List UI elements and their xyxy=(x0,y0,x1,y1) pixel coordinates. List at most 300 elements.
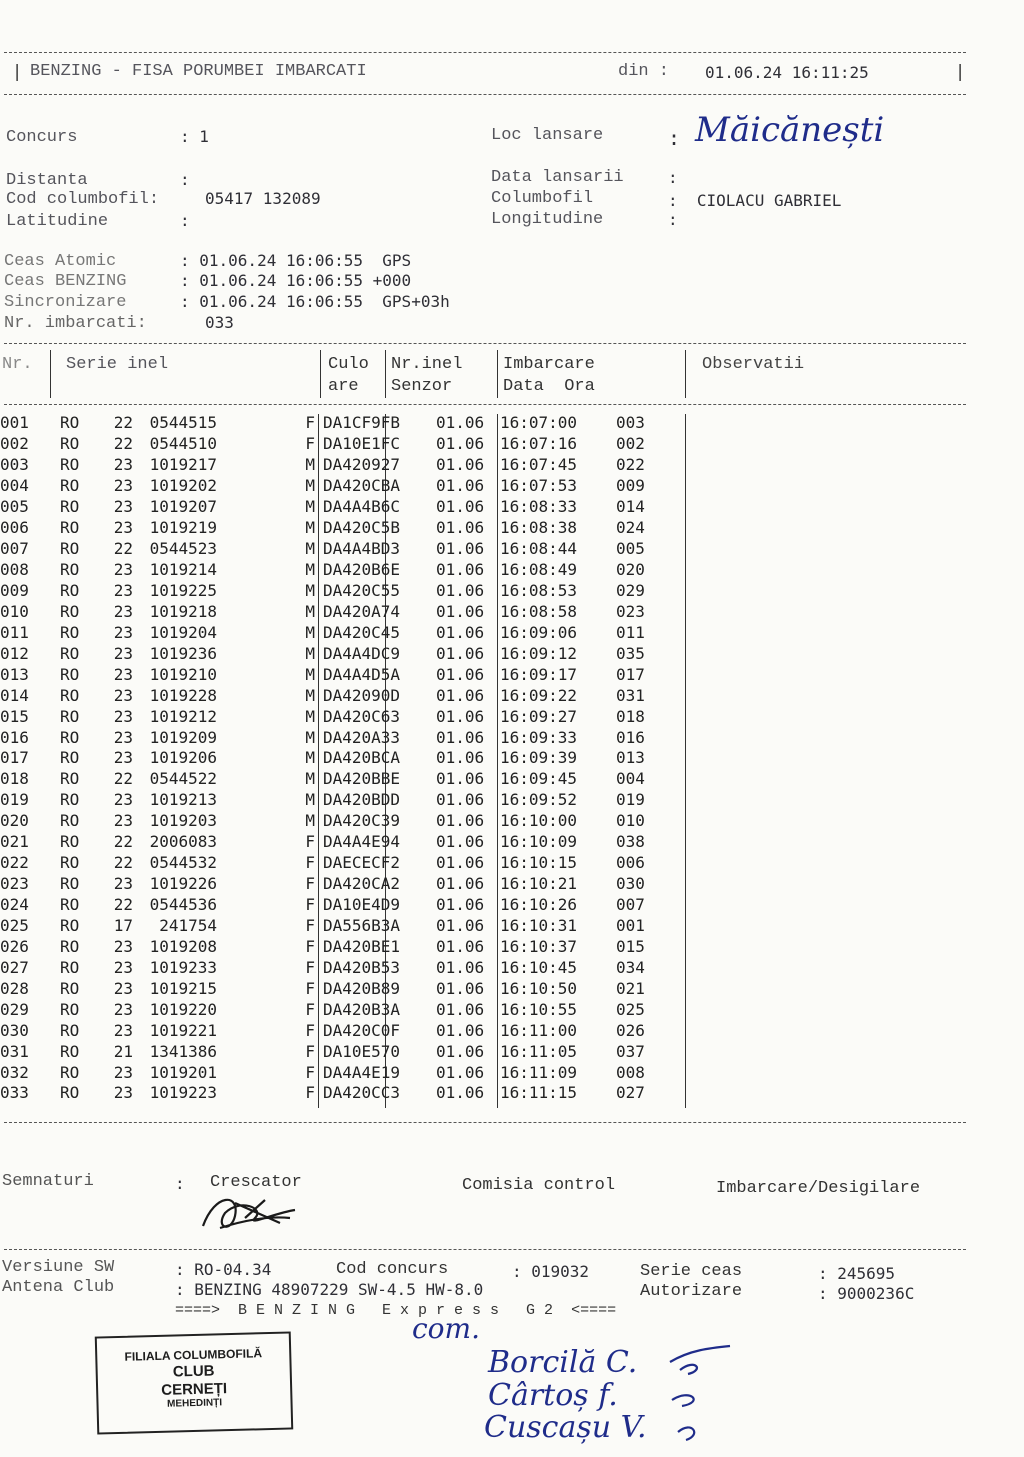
row-sensor: DA420CC3 xyxy=(323,1083,401,1103)
autorizare-value: : 9000236C xyxy=(818,1284,915,1303)
row-ring-number: 1019215 xyxy=(149,978,217,998)
row-observatii: 013 xyxy=(616,748,645,768)
row-year: 23 xyxy=(113,1020,133,1040)
row-date: 01.06 xyxy=(436,1083,485,1103)
row-sensor: DA1CF9FB xyxy=(323,413,401,433)
row-nr: 021 xyxy=(0,832,29,852)
table-row xyxy=(0,1083,645,1104)
sincronizare-label: Sincronizare xyxy=(4,293,127,312)
row-observatii: 009 xyxy=(616,476,645,496)
row-sensor: DA10E4D9 xyxy=(323,895,401,915)
col-observatii: Observatii xyxy=(702,355,805,374)
row-observatii: 037 xyxy=(616,1041,645,1061)
row-sensor: DA42090D xyxy=(323,685,401,705)
crescator-signature xyxy=(195,1188,305,1238)
table-bottom-rule xyxy=(4,1122,966,1123)
row-sensor: DA420A74 xyxy=(323,601,401,621)
row-sex: F xyxy=(305,874,315,894)
row-date: 01.06 xyxy=(436,664,485,684)
row-sensor: DA420BE1 xyxy=(323,936,401,956)
table-row xyxy=(0,581,645,602)
row-year: 22 xyxy=(113,769,133,789)
row-ring-number: 1019226 xyxy=(149,874,217,894)
longitudine-label: Longitudine xyxy=(491,210,604,229)
row-nr: 018 xyxy=(0,769,29,789)
row-time: 16:10:15 xyxy=(500,853,578,873)
row-ring-number: 1019209 xyxy=(149,727,217,747)
row-sex: F xyxy=(305,832,315,852)
table-row xyxy=(0,1062,645,1083)
row-year: 23 xyxy=(113,790,133,810)
row-sex: M xyxy=(305,664,315,684)
comisia-control-label: Comisia control xyxy=(462,1176,616,1195)
row-time: 16:08:49 xyxy=(500,560,578,580)
row-nr: 020 xyxy=(0,811,29,831)
row-observatii: 027 xyxy=(616,1083,645,1103)
table-row xyxy=(0,664,645,685)
row-country: RO xyxy=(60,455,80,475)
row-sex: F xyxy=(305,1083,315,1103)
row-year: 23 xyxy=(113,978,133,998)
row-year: 22 xyxy=(113,895,133,915)
row-nr: 028 xyxy=(0,978,29,998)
row-sex: M xyxy=(305,685,315,705)
row-sensor: DA420C55 xyxy=(323,580,401,600)
table-row xyxy=(0,643,645,664)
benzing-express-banner: ====> B E N Z I N G E x p r e s s G 2 <==== xyxy=(175,1302,617,1319)
row-nr: 010 xyxy=(0,601,29,621)
row-country: RO xyxy=(60,769,80,789)
row-date: 01.06 xyxy=(436,748,485,768)
row-sex: F xyxy=(305,915,315,935)
table-row xyxy=(0,936,645,957)
data-lansarii-label: Data lansarii xyxy=(491,168,624,187)
row-observatii: 038 xyxy=(616,832,645,852)
row-country: RO xyxy=(60,476,80,496)
row-sensor: DA420CBA xyxy=(323,476,401,496)
table-row xyxy=(0,497,645,518)
row-nr: 003 xyxy=(0,455,29,475)
handwritten-signature-3: Cuscașu V. xyxy=(484,1410,647,1445)
row-observatii: 008 xyxy=(616,1062,645,1082)
col-divider xyxy=(50,350,51,398)
row-sensor: DA4A4E94 xyxy=(323,832,401,852)
columbofil-value: : CIOLACU GABRIEL xyxy=(668,191,842,210)
table-row xyxy=(0,539,645,560)
row-nr: 007 xyxy=(0,539,29,559)
row-sensor: DA10E570 xyxy=(323,1041,401,1061)
row-observatii: 022 xyxy=(616,455,645,475)
row-nr: 023 xyxy=(0,874,29,894)
row-country: RO xyxy=(60,874,80,894)
row-year: 23 xyxy=(113,518,133,538)
imbarcare-desigilare-label: Imbarcare/Desigilare xyxy=(716,1179,921,1198)
row-country: RO xyxy=(60,999,80,1019)
row-sex: M xyxy=(305,601,315,621)
row-observatii: 004 xyxy=(616,769,645,789)
row-time: 16:09:45 xyxy=(500,769,578,789)
row-ring-number: 1019217 xyxy=(149,455,217,475)
row-sensor: DAECECF2 xyxy=(323,853,401,873)
row-nr: 022 xyxy=(0,853,29,873)
row-nr: 029 xyxy=(0,999,29,1019)
row-nr: 016 xyxy=(0,727,29,747)
row-date: 01.06 xyxy=(436,895,485,915)
row-country: RO xyxy=(60,748,80,768)
row-time: 16:08:44 xyxy=(500,539,578,559)
top-dashed-rule xyxy=(4,52,966,53)
row-country: RO xyxy=(60,685,80,705)
row-year: 23 xyxy=(113,664,133,684)
row-ring-number: 1019223 xyxy=(149,1083,217,1103)
row-sex: F xyxy=(305,413,315,433)
row-year: 23 xyxy=(113,497,133,517)
row-year: 22 xyxy=(113,413,133,433)
row-nr: 009 xyxy=(0,580,29,600)
row-sex: F xyxy=(305,434,315,454)
distanta-value: : xyxy=(180,170,190,189)
footer-top-rule xyxy=(4,1249,966,1250)
table-top-rule xyxy=(4,343,966,344)
table-row xyxy=(0,811,645,832)
row-sensor: DA420B53 xyxy=(323,957,401,977)
table-row xyxy=(0,476,645,497)
row-time: 16:11:09 xyxy=(500,1062,578,1082)
header-dashed-rule xyxy=(4,94,966,95)
page-title: BENZING - FISA PORUMBEI IMBARCATI xyxy=(30,62,367,81)
row-sex: F xyxy=(305,1020,315,1040)
row-country: RO xyxy=(60,853,80,873)
row-observatii: 003 xyxy=(616,413,645,433)
distanta-label: Distanta xyxy=(6,171,88,190)
concurs-value: : 1 xyxy=(180,127,209,146)
row-sensor: DA4A4BD3 xyxy=(323,539,401,559)
row-sensor: DA420C5B xyxy=(323,518,401,538)
row-nr: 004 xyxy=(0,476,29,496)
row-sensor: DA4A4E19 xyxy=(323,1062,401,1082)
row-country: RO xyxy=(60,790,80,810)
row-year: 23 xyxy=(113,957,133,977)
row-time: 16:11:00 xyxy=(500,1020,578,1040)
row-time: 16:08:33 xyxy=(500,497,578,517)
row-country: RO xyxy=(60,539,80,559)
row-sex: M xyxy=(305,476,315,496)
row-sex: F xyxy=(305,978,315,998)
row-date: 01.06 xyxy=(436,476,485,496)
row-ring-number: 0544515 xyxy=(149,413,217,433)
row-time: 16:09:17 xyxy=(500,664,578,684)
handwritten-signature-2: Cârtoș f. xyxy=(488,1378,618,1413)
row-observatii: 020 xyxy=(616,560,645,580)
row-ring-number: 0544523 xyxy=(149,539,217,559)
table-row xyxy=(0,832,645,853)
initials-scribbles xyxy=(660,1340,740,1450)
row-sensor: DA420C39 xyxy=(323,811,401,831)
serie-ceas-value: : 245695 xyxy=(818,1264,896,1283)
row-country: RO xyxy=(60,1020,80,1040)
row-year: 23 xyxy=(113,685,133,705)
row-ring-number: 1019208 xyxy=(149,936,217,956)
row-ring-number: 1019203 xyxy=(149,811,217,831)
ceas-atomic-value: : 01.06.24 16:06:55 GPS xyxy=(180,251,412,270)
row-year: 17 xyxy=(113,915,133,935)
table-row xyxy=(0,895,645,916)
row-country: RO xyxy=(60,413,80,433)
row-observatii: 002 xyxy=(616,434,645,454)
row-nr: 025 xyxy=(0,915,29,935)
row-country: RO xyxy=(60,727,80,747)
row-time: 16:10:31 xyxy=(500,915,578,935)
print-datetime: 01.06.24 16:11:25 xyxy=(705,63,869,82)
row-sex: M xyxy=(305,497,315,517)
row-sex: M xyxy=(305,769,315,789)
stamp-line-2: CLUB xyxy=(172,1362,215,1381)
row-country: RO xyxy=(60,1041,80,1061)
row-time: 16:08:58 xyxy=(500,601,578,621)
row-year: 23 xyxy=(113,748,133,768)
row-time: 16:10:21 xyxy=(500,874,578,894)
row-date: 01.06 xyxy=(436,978,485,998)
row-time: 16:09:39 xyxy=(500,748,578,768)
table-row xyxy=(0,957,645,978)
cod-columbofil-value: 05417 132089 xyxy=(205,189,321,208)
row-sex: F xyxy=(305,1062,315,1082)
row-ring-number: 1019202 xyxy=(149,476,217,496)
row-sex: M xyxy=(305,560,315,580)
table-row xyxy=(0,518,645,539)
row-date: 01.06 xyxy=(436,1020,485,1040)
col-nrinel-1: Nr.inel xyxy=(391,355,463,374)
row-country: RO xyxy=(60,978,80,998)
row-sex: M xyxy=(305,727,315,747)
row-ring-number: 1019218 xyxy=(149,601,217,621)
row-observatii: 001 xyxy=(616,915,645,935)
cod-columbofil-label: Cod columbofil: xyxy=(6,190,160,209)
row-year: 23 xyxy=(113,643,133,663)
table-row xyxy=(0,560,645,581)
row-sensor: DA420A33 xyxy=(323,727,401,747)
row-sex: F xyxy=(305,999,315,1019)
latitudine-value: : xyxy=(180,211,190,230)
row-observatii: 015 xyxy=(616,936,645,956)
latitudine-label: Latitudine xyxy=(6,212,109,231)
row-date: 01.06 xyxy=(436,434,485,454)
col-divider xyxy=(320,350,321,398)
row-observatii: 030 xyxy=(616,874,645,894)
row-observatii: 018 xyxy=(616,706,645,726)
table-row xyxy=(0,874,645,895)
table-row xyxy=(0,978,645,999)
row-time: 16:10:45 xyxy=(500,957,578,977)
col-culoare-2: are xyxy=(328,377,359,396)
row-date: 01.06 xyxy=(436,539,485,559)
row-sex: M xyxy=(305,518,315,538)
row-sex: F xyxy=(305,853,315,873)
row-country: RO xyxy=(60,580,80,600)
row-time: 16:10:09 xyxy=(500,832,578,852)
versiune-sw-value: : RO-04.34 xyxy=(175,1260,272,1279)
row-sensor: DA4A4D5A xyxy=(323,664,401,684)
row-nr: 015 xyxy=(0,706,29,726)
versiune-sw-label: Versiune SW xyxy=(2,1258,115,1277)
row-country: RO xyxy=(60,957,80,977)
row-time: 16:10:37 xyxy=(500,936,578,956)
row-observatii: 024 xyxy=(616,518,645,538)
row-nr: 012 xyxy=(0,643,29,663)
row-date: 01.06 xyxy=(436,769,485,789)
ceas-benzing-label: Ceas BENZING xyxy=(4,272,127,291)
left-bar: | xyxy=(12,62,23,82)
col-divider xyxy=(685,414,686,1108)
row-ring-number: 1019221 xyxy=(149,1020,217,1040)
row-country: RO xyxy=(60,601,80,621)
row-sensor: DA420C45 xyxy=(323,622,401,642)
table-row xyxy=(0,413,645,434)
row-nr: 014 xyxy=(0,685,29,705)
row-ring-number: 1341386 xyxy=(149,1041,217,1061)
row-date: 01.06 xyxy=(436,999,485,1019)
row-time: 16:10:26 xyxy=(500,895,578,915)
row-ring-number: 1019233 xyxy=(149,957,217,977)
row-year: 23 xyxy=(113,727,133,747)
row-sensor: DA420C63 xyxy=(323,706,401,726)
row-ring-number: 1019219 xyxy=(149,518,217,538)
crescator-label: Crescator xyxy=(210,1173,302,1192)
row-date: 01.06 xyxy=(436,874,485,894)
col-divider xyxy=(497,350,498,398)
row-sensor: DA556B3A xyxy=(323,915,401,935)
ceas-benzing-value: : 01.06.24 16:06:55 +000 xyxy=(180,271,412,290)
row-nr: 006 xyxy=(0,518,29,538)
row-ring-number: 0544536 xyxy=(149,895,217,915)
row-year: 23 xyxy=(113,476,133,496)
row-ring-number: 2006083 xyxy=(149,832,217,852)
concurs-label: Concurs xyxy=(6,128,78,147)
row-date: 01.06 xyxy=(436,622,485,642)
row-time: 16:10:00 xyxy=(500,811,578,831)
row-time: 16:09:52 xyxy=(500,790,578,810)
row-observatii: 006 xyxy=(616,853,645,873)
table-row xyxy=(0,748,645,769)
table-row xyxy=(0,601,645,622)
nr-imbarcati-label: Nr. imbarcati: xyxy=(4,314,147,333)
row-observatii: 025 xyxy=(616,999,645,1019)
row-date: 01.06 xyxy=(436,518,485,538)
autorizare-label: Autorizare xyxy=(640,1282,743,1301)
row-date: 01.06 xyxy=(436,643,485,663)
table-row xyxy=(0,916,645,937)
row-date: 01.06 xyxy=(436,706,485,726)
row-sex: M xyxy=(305,790,315,810)
col-serie-inel: Serie inel xyxy=(66,355,169,374)
row-sex: M xyxy=(305,455,315,475)
row-sensor: DA420927 xyxy=(323,455,401,475)
row-country: RO xyxy=(60,811,80,831)
table-row xyxy=(0,1020,645,1041)
row-ring-number: 1019213 xyxy=(149,790,217,810)
row-year: 23 xyxy=(113,560,133,580)
row-sex: M xyxy=(305,643,315,663)
row-ring-number: 0544510 xyxy=(149,434,217,454)
club-stamp xyxy=(95,1331,293,1434)
handwritten-com: com. xyxy=(412,1312,480,1345)
col-imbarcare-2: Data Ora xyxy=(503,377,595,396)
table-row xyxy=(0,434,645,455)
row-time: 16:07:53 xyxy=(500,476,578,496)
row-year: 23 xyxy=(113,622,133,642)
row-observatii: 035 xyxy=(616,643,645,663)
table-row xyxy=(0,455,645,476)
row-date: 01.06 xyxy=(436,455,485,475)
row-country: RO xyxy=(60,664,80,684)
row-sex: F xyxy=(305,895,315,915)
semnaturi-colon: : xyxy=(175,1174,185,1193)
row-date: 01.06 xyxy=(436,580,485,600)
row-date: 01.06 xyxy=(436,1062,485,1082)
row-year: 23 xyxy=(113,999,133,1019)
row-time: 16:10:55 xyxy=(500,999,578,1019)
row-sex: F xyxy=(305,1041,315,1061)
row-ring-number: 0544522 xyxy=(149,769,217,789)
row-country: RO xyxy=(60,706,80,726)
row-time: 16:09:27 xyxy=(500,706,578,726)
stamp-line-1: FILIALA COLUMBOFILĂ xyxy=(124,1346,263,1364)
row-country: RO xyxy=(60,936,80,956)
row-observatii: 034 xyxy=(616,957,645,977)
row-year: 23 xyxy=(113,580,133,600)
row-year: 23 xyxy=(113,811,133,831)
row-ring-number: 1019212 xyxy=(149,706,217,726)
table-row xyxy=(0,727,645,748)
row-sensor: DA10E1FC xyxy=(323,434,401,454)
cod-concurs-label: Cod concurs xyxy=(336,1260,449,1279)
row-time: 16:10:50 xyxy=(500,978,578,998)
row-nr: 005 xyxy=(0,497,29,517)
col-imbarcare-1: Imbarcare xyxy=(503,355,595,374)
row-ring-number: 1019201 xyxy=(149,1062,217,1082)
data-lansarii-value: : xyxy=(668,168,678,187)
row-year: 22 xyxy=(113,539,133,559)
row-ring-number: 241754 xyxy=(149,915,217,935)
row-country: RO xyxy=(60,1062,80,1082)
row-sensor: DA4A4DC9 xyxy=(323,643,401,663)
row-ring-number: 1019236 xyxy=(149,643,217,663)
row-sex: F xyxy=(305,936,315,956)
row-time: 16:07:00 xyxy=(500,413,578,433)
row-nr: 001 xyxy=(0,413,29,433)
row-sex: M xyxy=(305,539,315,559)
row-nr: 024 xyxy=(0,895,29,915)
row-country: RO xyxy=(60,518,80,538)
row-sensor: DA420BCA xyxy=(323,748,401,768)
row-time: 16:11:15 xyxy=(500,1083,578,1103)
row-country: RO xyxy=(60,622,80,642)
row-date: 01.06 xyxy=(436,915,485,935)
row-sensor: DA420CA2 xyxy=(323,874,401,894)
row-country: RO xyxy=(60,832,80,852)
col-divider xyxy=(685,350,686,398)
row-observatii: 005 xyxy=(616,539,645,559)
row-observatii: 014 xyxy=(616,497,645,517)
row-sensor: DA4A4B6C xyxy=(323,497,401,517)
col-divider xyxy=(385,350,386,398)
row-sex: M xyxy=(305,622,315,642)
row-ring-number: 1019207 xyxy=(149,497,217,517)
row-observatii: 007 xyxy=(616,895,645,915)
col-nrinel-2: Senzor xyxy=(391,377,453,396)
row-time: 16:09:12 xyxy=(500,643,578,663)
loc-lansare-label: Loc lansare xyxy=(491,126,604,145)
